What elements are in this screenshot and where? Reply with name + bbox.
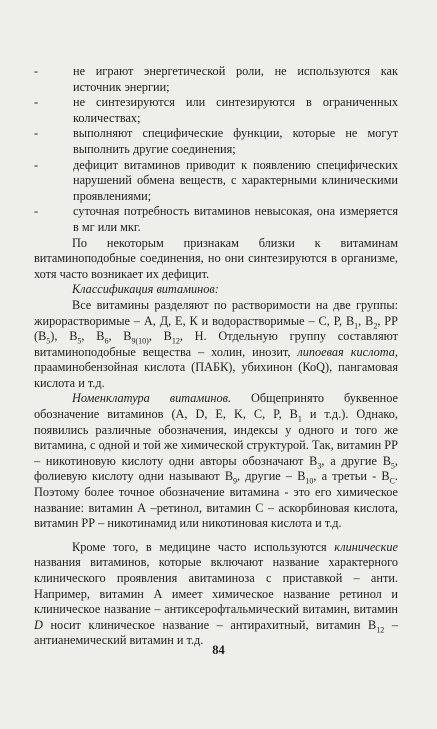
classification-heading: Классификация витаминов: (72, 282, 219, 297)
subscript: С (389, 476, 395, 486)
paragraph-classification (34, 298, 398, 392)
list-dash: - (34, 157, 39, 172)
nomenclature-text: Общепринято буквенное обозначение витаминов (A, D, E, K, C, P, B (34, 391, 398, 422)
paragraph-clinical-names (34, 540, 398, 649)
classification-text: , В (148, 329, 172, 344)
list-dash: - (34, 95, 39, 110)
list-item-text: не синтезируются или синтезируются в ограниченных количествах; (73, 95, 398, 125)
classification-text: , В (108, 329, 132, 344)
subscript: 2 (373, 320, 378, 330)
nomenclature-text: , а другие В (321, 453, 391, 468)
nomenclature-text: . Поэтому более точное обозначение витамина - это его химическое название: витамин А –ретинол, витамин С – аскорбиновая кислота, витамин РР – никотинамид или никотиновая кислота и т.д. (34, 469, 398, 531)
classification-text: ), В (50, 329, 78, 344)
list-item (34, 95, 398, 126)
nomenclature-heading: Номенклатура витаминов. (72, 391, 232, 406)
subscript: 6 (104, 336, 109, 346)
page-text-block (34, 64, 398, 649)
subscript: 1 (354, 320, 359, 330)
list-item-text: не играют энергетической роли, не используются как источник энергии; (73, 64, 398, 94)
list-item (34, 64, 398, 95)
classification-italic-text: липоевая кислота (297, 344, 395, 359)
clinical-italic-text: клинические (334, 539, 398, 554)
subscript: 10 (305, 476, 314, 486)
list-item (34, 158, 398, 205)
classification-text: Все витамины разделяют по растворимости на две группы: жирорастворимые – А, Д, Е, К и водорастворимые – С, Р, В (34, 297, 398, 328)
clinical-text: – антианемический витамин и т.д. (34, 617, 398, 648)
nomenclature-text: и т.д.). Однако, появились различные обозначения, индексы у одного и того же витамина, с одной и той же химической структурой. Так, витамин PP – никотиновую кислоту одни авторы обозначают В (34, 407, 398, 468)
subscript: 12 (171, 336, 180, 346)
clinical-text: Кроме того, в медицине часто используются (72, 539, 335, 554)
list-item (34, 204, 398, 235)
subscript: 5 (77, 336, 82, 346)
paragraph-vitaminoid: По некоторым признакам близки к витаминам витаминоподобные соединения, но они синтезируются в организме, хотя часто возникает их дефицит. (34, 235, 398, 281)
list-item-text: суточная потребность витаминов невысокая, она измеряется в мг или мкг. (73, 204, 398, 234)
list-item-text: выполняют специфические функции, которые не могут выполнить другие соединения; (73, 126, 398, 156)
subscript: 12 (376, 625, 385, 635)
classification-text: , Н. Отдельную группу составляют витаминоподобные вещества – холин, инозит, (34, 329, 398, 359)
clinical-text: носит клиническое название – антирахитный, витамин B (42, 617, 377, 632)
subscript: 5 (390, 461, 395, 471)
classification-text: , В (358, 313, 374, 328)
list-item (34, 126, 398, 157)
page-number: 84 (212, 643, 225, 657)
list-dash: - (34, 64, 39, 78)
subscript: 9(10) (131, 336, 149, 346)
list-item-text: дефицит витаминов приводит к появлению специфических нарушений обмена веществ, с характерными клиническими проявлениями; (73, 157, 398, 203)
list-dash: - (34, 204, 39, 219)
vitamin-properties-list (34, 64, 398, 236)
clinical-text: названия витаминов, которые включают название характерного клинического проявления авитаминоза с приставкой – анти. Например, витамин А имеет химическое название ретинол и клиническое название – антиксерофтальмический витамин, витамин (34, 555, 398, 617)
nomenclature-text: , фолиевую кислоту одни называют В (34, 453, 398, 484)
list-dash: - (34, 126, 39, 141)
paragraph-nomenclature (34, 391, 398, 531)
subscript: 5 (46, 336, 51, 346)
classification-text: , РР (В (34, 313, 398, 344)
clinical-italic-text: D (34, 617, 43, 632)
nomenclature-text: , а третьи - В (313, 469, 390, 484)
classification-text: , В (81, 329, 105, 344)
subscript: 3 (317, 461, 322, 471)
subscript: 1 (297, 414, 302, 424)
subscript: 9 (233, 476, 238, 486)
classification-text: , прааминобензойная кислота (ПАБК), убихинон (КоQ), пангамовая кислота и т.д. (34, 344, 398, 390)
nomenclature-text: , другие – В (237, 469, 306, 484)
